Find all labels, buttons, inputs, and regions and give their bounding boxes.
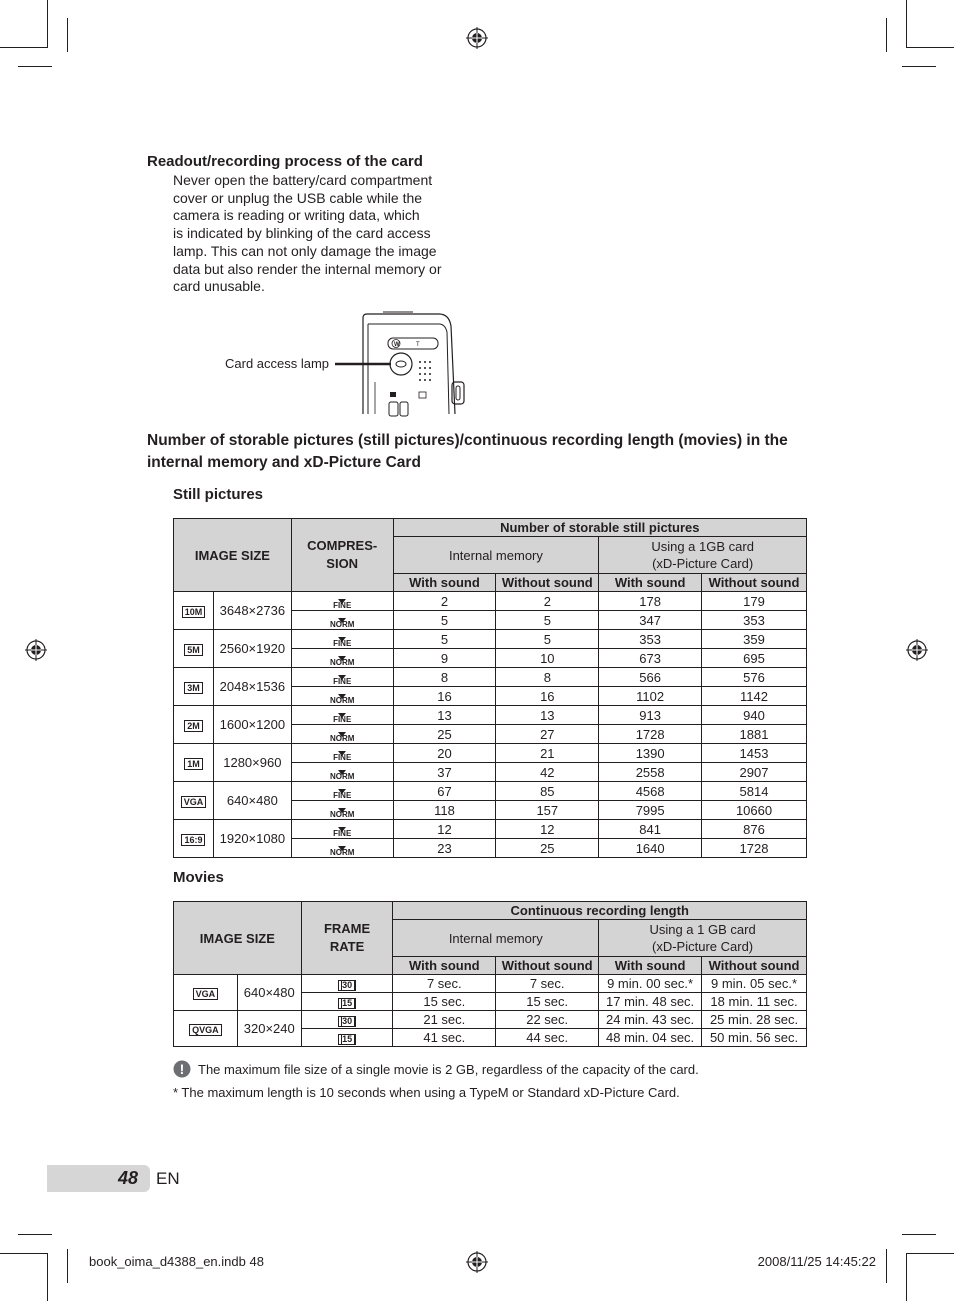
quality-fine-icon: FINE [333, 639, 352, 648]
length-cell: 9 min. 05 sec.* [702, 975, 807, 993]
quality-norm-icon: NORM [329, 848, 355, 857]
count-cell: 37 [393, 763, 496, 782]
movies-table [173, 901, 807, 1047]
card-access-lamp-label: Card access lamp [225, 356, 330, 371]
image-size-icon-cell [174, 820, 214, 858]
count-cell: 673 [599, 649, 702, 668]
frame-rate-15-icon: 15 [338, 998, 356, 1009]
count-cell: 10660 [702, 801, 807, 820]
frame-rate-cell [301, 993, 393, 1011]
quality-fine-icon: FINE [333, 601, 352, 610]
count-cell: 5 [496, 630, 599, 649]
quality-norm-icon: NORM [329, 658, 355, 667]
length-cell: 17 min. 48 sec. [599, 993, 702, 1011]
image-size-value: 2048×1536 [213, 668, 291, 706]
readout-line: cover or unplug the USB cable while the [173, 189, 423, 206]
table-row [174, 706, 807, 725]
count-cell: 1142 [702, 687, 807, 706]
count-cell: 576 [702, 668, 807, 687]
table-row [174, 1011, 807, 1029]
compression-cell [291, 725, 393, 744]
table-row [174, 630, 807, 649]
footer-timestamp: 2008/11/25 14:45:22 [757, 1254, 876, 1269]
count-cell: 876 [702, 820, 807, 839]
count-cell: 16 [393, 687, 496, 706]
image-size-icon-cell [174, 630, 214, 668]
count-cell: 23 [393, 839, 496, 858]
image-size-icon: 1M [184, 758, 203, 770]
count-cell: 2 [393, 592, 496, 611]
image-size-value: 640×480 [237, 975, 301, 1011]
count-cell: 347 [599, 611, 702, 630]
frame-rate-cell [301, 1011, 393, 1029]
count-cell: 1102 [599, 687, 702, 706]
length-cell: 7 sec. [393, 975, 496, 993]
zoom-t-label: T [416, 342, 420, 348]
compression-cell [291, 839, 393, 858]
compression-cell [291, 611, 393, 630]
quality-norm-icon: NORM [329, 772, 355, 781]
count-cell: 157 [496, 801, 599, 820]
registration-mark-icon [466, 27, 488, 49]
count-cell: 10 [496, 649, 599, 668]
quality-norm-icon: NORM [329, 734, 355, 743]
count-cell: 8 [496, 668, 599, 687]
length-cell: 21 sec. [393, 1011, 496, 1029]
storable-heading: Number of storable pictures (still pictures)/continuous recording length (movies) in the internal memory and xD-Picture Card [147, 432, 788, 471]
count-cell: 27 [496, 725, 599, 744]
crop-mark [18, 66, 52, 67]
header-with-sound: With sound [599, 574, 702, 592]
table-row [174, 668, 807, 687]
count-cell: 178 [599, 592, 702, 611]
registration-mark-icon [466, 1251, 488, 1273]
image-size-icon-cell [174, 744, 214, 782]
header-image-size: IMAGE SIZE [174, 902, 302, 975]
crop-mark [902, 1234, 936, 1235]
frame-rate-cell [301, 975, 393, 993]
length-cell: 7 sec. [496, 975, 599, 993]
quality-fine-icon: FINE [333, 753, 352, 762]
quality-norm-icon: NORM [329, 810, 355, 819]
length-cell: 50 min. 56 sec. [702, 1029, 807, 1047]
crop-mark [0, 47, 48, 48]
registration-mark-icon [906, 639, 928, 661]
readout-line: Never open the battery/card compartment [173, 172, 433, 188]
header-without-sound: Without sound [496, 957, 599, 975]
count-cell: 4568 [599, 782, 702, 801]
crop-mark [47, 0, 48, 48]
image-size-icon-cell [174, 1011, 238, 1047]
count-cell: 9 [393, 649, 496, 668]
image-size-value: 2560×1920 [213, 630, 291, 668]
header-compression: COMPRES- SION [291, 519, 393, 592]
compression-cell [291, 744, 393, 763]
compression-cell [291, 630, 393, 649]
image-size-icon: 3M [184, 682, 203, 694]
quality-norm-icon: NORM [329, 620, 355, 629]
compression-cell [291, 687, 393, 706]
image-size-icon: 10M [182, 606, 206, 618]
image-size-value: 1280×960 [213, 744, 291, 782]
frame-rate-30-icon: 30 [338, 980, 356, 991]
header-card: Using a 1 GB card (xD-Picture Card) [599, 920, 807, 957]
count-cell: 25 [393, 725, 496, 744]
quality-fine-icon: FINE [333, 791, 352, 800]
crop-mark [67, 18, 68, 52]
count-cell: 1390 [599, 744, 702, 763]
quality-fine-icon: FINE [333, 715, 352, 724]
length-cell: 15 sec. [393, 993, 496, 1011]
image-size-icon: 16:9 [181, 834, 205, 846]
header-with-sound: With sound [599, 957, 702, 975]
note-max-length: * The maximum length is 10 seconds when using a TypeM or Standard xD-Picture Card. [173, 1085, 680, 1100]
image-size-icon: 5M [184, 644, 203, 656]
header-internal-memory: Internal memory [393, 537, 599, 574]
count-cell: 12 [496, 820, 599, 839]
length-cell: 9 min. 00 sec.* [599, 975, 702, 993]
count-cell: 359 [702, 630, 807, 649]
count-cell: 12 [393, 820, 496, 839]
page-number: 48 [118, 1168, 139, 1188]
count-cell: 5 [393, 611, 496, 630]
frame-rate-15-icon: 15 [338, 1034, 356, 1045]
image-size-icon-cell [174, 782, 214, 820]
still-pictures-table [173, 518, 807, 858]
crop-mark [886, 1249, 887, 1283]
length-cell: 15 sec. [496, 993, 599, 1011]
crop-mark [47, 1253, 48, 1301]
camera-back-illustration [335, 310, 470, 418]
table-row [174, 820, 807, 839]
length-cell: 44 sec. [496, 1029, 599, 1047]
header-card: Using a 1GB card (xD-Picture Card) [599, 537, 807, 574]
image-size-value: 1600×1200 [213, 706, 291, 744]
header-with-sound: With sound [393, 957, 496, 975]
crop-mark [67, 1249, 68, 1283]
header-without-sound: Without sound [702, 957, 807, 975]
count-cell: 2 [496, 592, 599, 611]
registration-mark-icon [25, 639, 47, 661]
image-size-icon: QVGA [189, 1024, 222, 1036]
image-size-icon: VGA [193, 988, 219, 1000]
compression-cell [291, 592, 393, 611]
count-cell: 42 [496, 763, 599, 782]
image-size-icon-cell [174, 706, 214, 744]
compression-cell [291, 763, 393, 782]
count-cell: 85 [496, 782, 599, 801]
table-row [174, 592, 807, 611]
header-storable-group: Number of storable still pictures [393, 519, 806, 537]
note-max-file-size: The maximum file size of a single movie is 2 GB, regardless of the capacity of the card. [198, 1062, 699, 1077]
image-size-icon: VGA [181, 796, 207, 808]
count-cell: 1640 [599, 839, 702, 858]
crop-mark [906, 1253, 907, 1301]
readout-line: camera is reading or writing data, which [173, 207, 420, 224]
count-cell: 841 [599, 820, 702, 839]
count-cell: 353 [599, 630, 702, 649]
quality-fine-icon: FINE [333, 829, 352, 838]
length-cell: 41 sec. [393, 1029, 496, 1047]
movies-title: Movies [173, 869, 224, 886]
quality-fine-icon: FINE [333, 677, 352, 686]
header-internal-memory: Internal memory [393, 920, 599, 957]
count-cell: 16 [496, 687, 599, 706]
count-cell: 1728 [702, 839, 807, 858]
header-recording-group: Continuous recording length [393, 902, 807, 920]
compression-cell [291, 820, 393, 839]
count-cell: 1881 [702, 725, 807, 744]
count-cell: 5 [393, 630, 496, 649]
length-cell: 24 min. 43 sec. [599, 1011, 702, 1029]
count-cell: 13 [393, 706, 496, 725]
count-cell: 8 [393, 668, 496, 687]
length-cell: 18 min. 11 sec. [702, 993, 807, 1011]
count-cell: 353 [702, 611, 807, 630]
footer-file: book_oima_d4388_en.indb 48 [89, 1254, 264, 1269]
compression-cell [291, 706, 393, 725]
language-code: EN [156, 1169, 180, 1188]
readout-line: is indicated by blinking of the card access [173, 225, 431, 242]
count-cell: 1453 [702, 744, 807, 763]
count-cell: 2907 [702, 763, 807, 782]
image-size-value: 320×240 [237, 1011, 301, 1047]
crop-mark [906, 47, 954, 48]
header-with-sound: With sound [393, 574, 496, 592]
compression-cell [291, 782, 393, 801]
header-without-sound: Without sound [702, 574, 807, 592]
table-row [174, 782, 807, 801]
count-cell: 13 [496, 706, 599, 725]
count-cell: 913 [599, 706, 702, 725]
readout-body [173, 172, 463, 296]
image-size-icon-cell [174, 592, 214, 630]
crop-mark [906, 0, 907, 48]
image-size-icon: 2M [184, 720, 203, 732]
crop-mark [886, 18, 887, 52]
count-cell: 2558 [599, 763, 702, 782]
image-size-icon-cell [174, 975, 238, 1011]
readout-line: lamp. This can not only damage the image [173, 242, 437, 259]
table-row [174, 975, 807, 993]
frame-rate-30-icon: 30 [338, 1016, 356, 1027]
header-without-sound: Without sound [496, 574, 599, 592]
header-frame-rate: FRAME RATE [301, 902, 393, 975]
count-cell: 5 [496, 611, 599, 630]
header-image-size: IMAGE SIZE [174, 519, 292, 592]
compression-cell [291, 668, 393, 687]
image-size-value: 1920×1080 [213, 820, 291, 858]
table-row [174, 744, 807, 763]
crop-mark [18, 1234, 52, 1235]
count-cell: 940 [702, 706, 807, 725]
length-cell: 22 sec. [496, 1011, 599, 1029]
count-cell: 5814 [702, 782, 807, 801]
count-cell: 179 [702, 592, 807, 611]
svg-text:!: ! [179, 1061, 185, 1077]
image-size-icon-cell [174, 668, 214, 706]
count-cell: 67 [393, 782, 496, 801]
image-size-value: 640×480 [213, 782, 291, 820]
length-cell: 48 min. 04 sec. [599, 1029, 702, 1047]
crop-mark [0, 1253, 48, 1254]
frame-rate-cell [301, 1029, 393, 1047]
count-cell: 21 [496, 744, 599, 763]
readout-line: card unusable. [173, 278, 265, 295]
still-pictures-title: Still pictures [173, 486, 264, 503]
readout-title: Readout/recording process of the card [147, 153, 423, 170]
crop-mark [902, 66, 936, 67]
count-cell: 7995 [599, 801, 702, 820]
count-cell: 695 [702, 649, 807, 668]
quality-norm-icon: NORM [329, 696, 355, 705]
count-cell: 1728 [599, 725, 702, 744]
zoom-w-label: W [394, 342, 400, 348]
count-cell: 566 [599, 668, 702, 687]
count-cell: 118 [393, 801, 496, 820]
compression-cell [291, 649, 393, 668]
count-cell: 25 [496, 839, 599, 858]
length-cell: 25 min. 28 sec. [702, 1011, 807, 1029]
readout-line: data but also render the internal memory or [173, 260, 442, 277]
image-size-value: 3648×2736 [213, 592, 291, 630]
crop-mark [906, 1253, 954, 1254]
count-cell: 20 [393, 744, 496, 763]
caution-icon [173, 1060, 191, 1078]
compression-cell [291, 801, 393, 820]
